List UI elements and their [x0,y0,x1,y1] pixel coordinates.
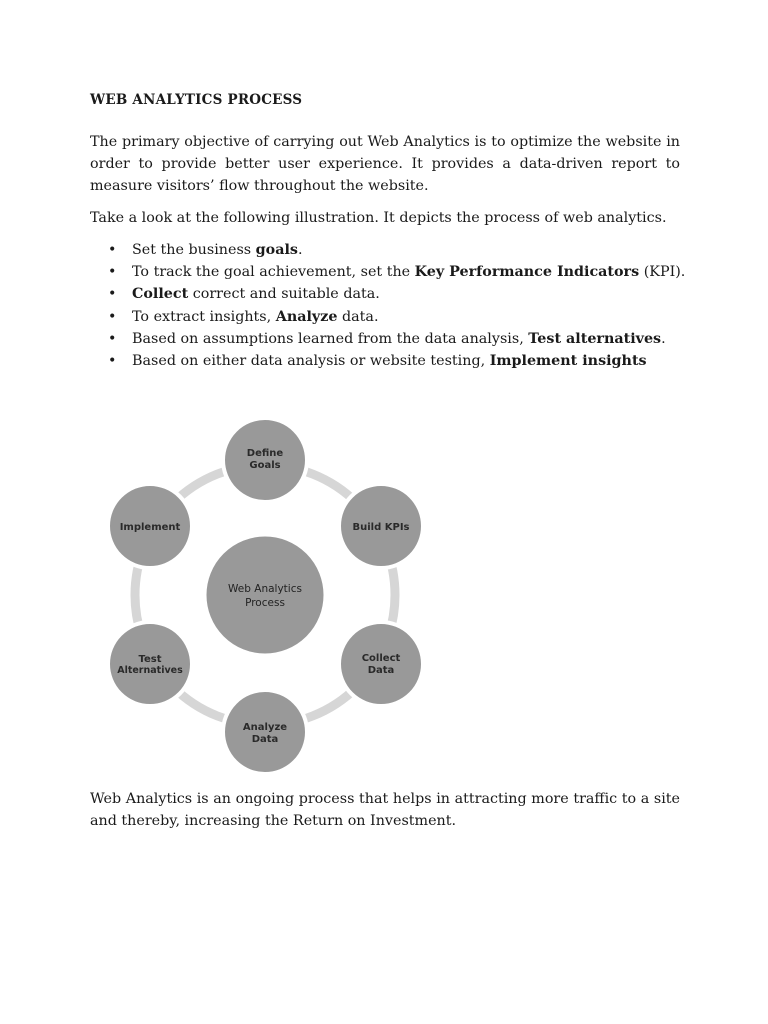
closing-paragraph: Web Analytics is an ongoing process that helps in attracting more traffic to a site and thereby, increasing the Return on Investment. [90,791,680,829]
list-item: • To extract insights, Analyze data. [108,306,685,328]
process-steps-list [108,239,685,372]
node-collect-data-label-line1: Collect [361,653,401,664]
node-define-goals-label-line1: Define [246,448,284,459]
node-test-alternatives-label-line1: Test [138,654,162,665]
center-node-label-line2: Process [245,597,285,609]
node-build-kpis-label: Build KPIs [352,522,410,533]
center-node-label-line1: Web Analytics [228,583,302,595]
node-analyze-data-label-line1: Analyze [242,722,288,733]
page-title: WEB ANALYTICS PROCESS [90,92,303,108]
web-analytics-cycle-diagram [100,410,430,780]
center-node [205,535,325,655]
node-implement-label: Implement [119,522,181,533]
list-item: • Based on either data analysis or website testing, Implement insights [108,350,685,372]
node-test-alternatives-label-line2: Alternatives [117,665,183,676]
node-collect-data [339,622,423,706]
node-collect-data-label-line2: Data [367,665,395,676]
list-item: • To track the goal achievement, set the Key Performance Indicators (KPI). [108,261,685,283]
list-item: • Set the business goals. [108,239,685,261]
list-item: • Collect correct and suitable data. [108,283,685,305]
list-item: • Based on assumptions learned from the data analysis, Test alternatives. [108,328,685,350]
node-analyze-data-label-line2: Data [251,734,279,745]
intro-paragraph: The primary objective of carrying out Web Analytics is to optimize the website in order to provide better user experience. It provides a data-driven report to measure visitors’ flow throughout the website. [90,134,680,194]
illustration-intro-paragraph: Take a look at the following illustration. It depicts the process of web analytics. [90,210,667,226]
node-define-goals-label-line2: Goals [249,460,281,471]
